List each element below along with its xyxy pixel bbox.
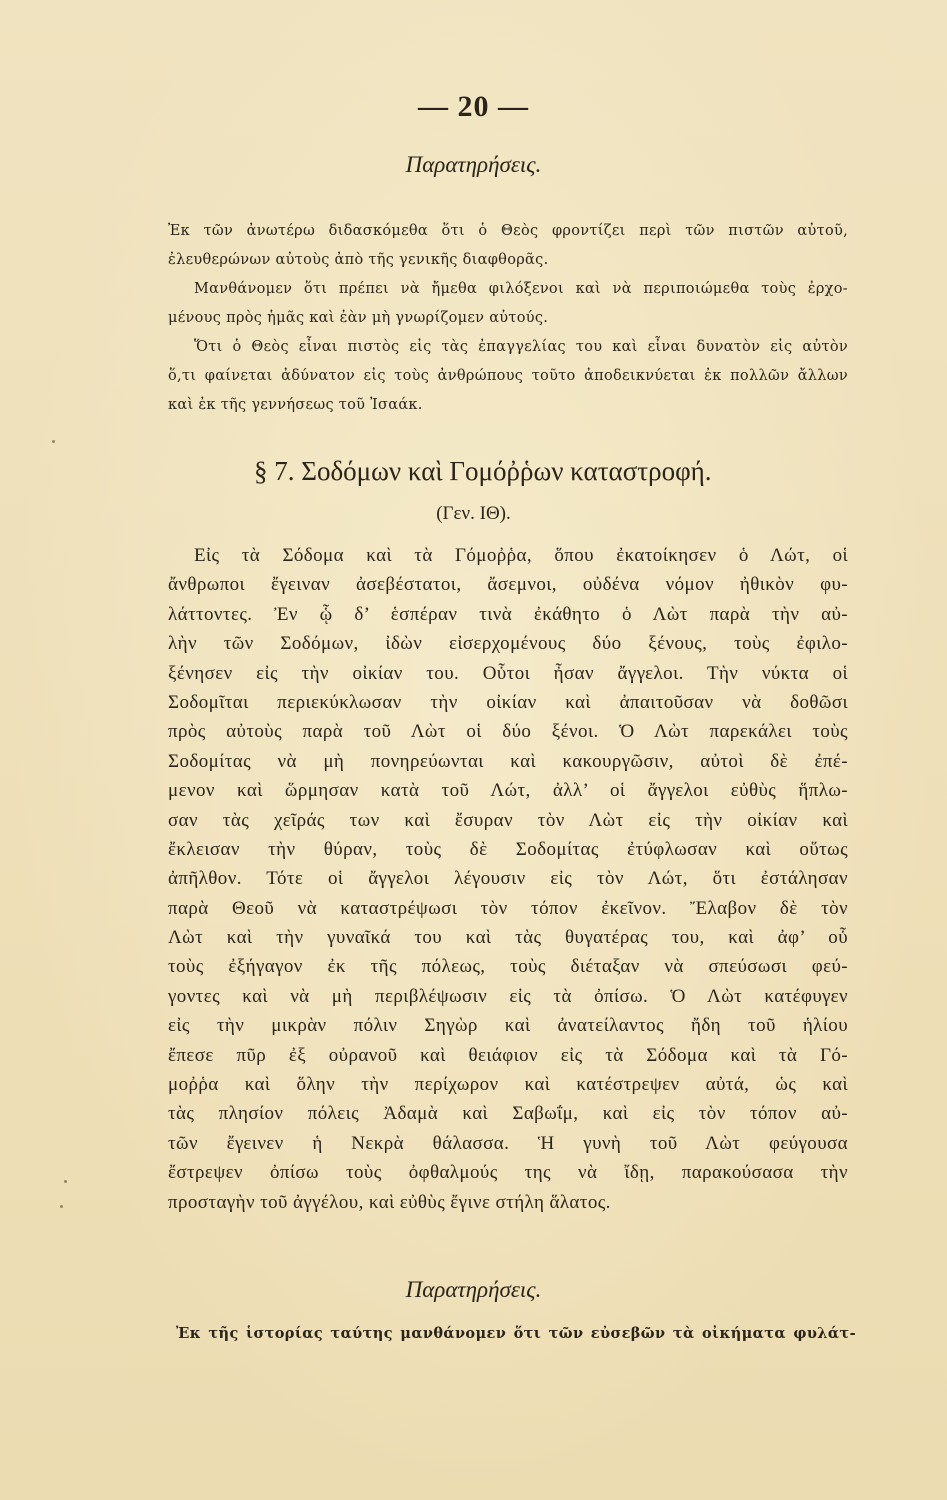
text-line: ἄνθρωποι ἔγειναν ἀσεβέστατοι, ἄσεμνοι, οὐδένα νόμον ἠθικὸν φυ- [168,574,848,596]
section-reference: (Γεν. ΙΘ). [436,503,511,524]
text-line: Σοδομῖται περιεκύκλωσαν τὴν οἰκίαν καὶ ἀπαιτοῦσαν νὰ δοθῶσι [168,691,848,713]
section-title: § 7. Σοδόμων καὶ Γομόῤῥων καταστροφή. [254,456,712,486]
text-line: καὶ ἐκ τῆς γεννήσεως τοῦ Ἰσαάκ. [168,397,423,413]
text-line: παρὰ Θεοῦ νὰ καταστρέψωσι τὸν τόπον ἐκεῖνον. Ἔλαβον δὲ τὸν [168,897,848,919]
text-line: τοὺς ἐξήγαγον ἐκ τῆς πόλεως, τοὺς διέταξαν νὰ σπεύσωσι φεύ- [168,956,848,978]
text-line: τὰς πλησίον πόλεις Ἀδαμὰ καὶ Σαβωΐμ, καὶ εἰς τὸν τόπον αὐ- [168,1103,848,1125]
text-line: μένους πρὸς ἡμᾶς καὶ ἐὰν μὴ γνωρίζομεν αὐτούς. [168,310,549,326]
observations-heading-2: Παρατηρήσεις. [405,1277,542,1302]
text-line: ἐλευθερώνων αὐτοὺς ἀπὸ τῆς γενικῆς διαφθορᾶς. [168,252,549,268]
text-line: πρὸς αὐτοὺς παρὰ τοῦ Λὼτ οἱ δύο ξένοι. Ὁ Λὼτ παρεκάλει τοὺς [168,721,848,743]
text-line: γοντες καὶ νὰ μὴ περιβλέψωσιν εἰς τὰ ὀπίσω. Ὁ Λὼτ κατέφυγεν [168,985,848,1007]
main-paragraph [168,541,848,1217]
page-number: — 20 — [418,90,529,123]
text-line: Εἰς τὰ Σόδομα καὶ τὰ Γόμοῤῥα, ὅπου ἐκατοίκησεν ὁ Λώτ, οἱ [194,545,848,566]
text-line: ξένησεν εἰς τὴν οἰκίαν του. Οὗτοι ἦσαν ἄγγελοι. Τὴν νύκτα οἱ [168,662,848,684]
ink-speck [60,1205,63,1208]
text-line: προσταγὴν τοῦ ἀγγέλου, καὶ εὐθὺς ἔγινε στήλη ἅλατος. [168,1191,611,1213]
text-line: ἔκλεισαν τὴν θύραν, τοὺς δὲ Σοδομίτας ἐτύφλωσαν καὶ οὕτως [168,838,848,860]
text-line: Λὼτ καὶ τὴν γυναῖκά του καὶ τὰς θυγατέρας του, καὶ ἀφ’ οὗ [168,927,848,949]
text-line: λάττοντες. Ἐν ᾧ δ’ ἑσπέραν τινὰ ἐκάθητο ὁ Λὼτ παρὰ τὴν αὐ- [168,603,848,625]
text-line: ἔπεσε πῦρ ἐξ οὐρανοῦ καὶ θειάφιον εἰς τὰ Σόδομα καὶ τὰ Γό- [168,1044,848,1066]
text-line: τῶν ἔγεινεν ἡ Νεκρὰ θάλασσα. Ἡ γυνὴ τοῦ Λὼτ φεύγουσα [168,1132,848,1154]
observations-line-2: Ἐκ τῆς ἱστορίας ταύτης μανθάνομεν ὅτι τῶν εὐσεβῶν τὰ οἰκήματα φυλάτ- [176,1325,856,1342]
ink-speck [52,440,55,443]
text-line: σαν τὰς χεῖράς των καὶ ἔσυραν τὸν Λὼτ εἰς τὴν οἰκίαν καὶ [168,809,848,831]
text-line: ἀπῆλθον. Τότε οἱ ἄγγελοι λέγουσιν εἰς τὸν Λώτ, ὅτι ἐστάλησαν [168,868,848,890]
ink-speck [64,1180,67,1183]
text-line: μενον καὶ ὥρμησαν κατὰ τοῦ Λώτ, ἀλλ’ οἱ ἄγγελοι εὐθὺς ἥπλω- [168,780,848,802]
text-line: Σοδομίτας νὰ μὴ πονηρεύωνται καὶ κακουργῶσιν, αὐτοὶ δὲ ἐπέ- [168,750,848,772]
text-line: Ἐκ τῶν ἀνωτέρω διδασκόμεθα ὅτι ὁ Θεὸς φροντίζει περὶ τῶν πιστῶν αὐτοῦ, [168,223,848,239]
observations-paragraph-1 [168,217,848,420]
text-line: μοῤῥα καὶ ὅλην τὴν περίχωρον καὶ κατέστρεψεν αὐτά, ὡς καὶ [168,1074,848,1096]
text-line: λὴν τῶν Σοδόμων, ἰδὼν εἰσερχομένους δύο ξένους, τοὺς ἐφιλο- [168,633,848,655]
observations-heading-1: Παρατηρήσεις. [405,152,542,177]
text-line: Ὅτι ὁ Θεὸς εἶναι πιστὸς εἰς τὰς ἐπαγγελίας του καὶ εἶναι δυνατὸν εἰς αὐτὸν [194,339,848,355]
text-line: ὅ,τι φαίνεται ἀδύνατον εἰς τοὺς ἀνθρώπους τοῦτο ἀποδεικνύεται ἐκ πολλῶν ἄλλων [168,368,848,384]
text-line: εἰς τὴν μικρὰν πόλιν Σηγὼρ καὶ ἀνατείλαντος ἤδη τοῦ ἡλίου [168,1015,848,1037]
text-line: ἔστρεψεν ὀπίσω τοὺς ὀφθαλμούς της νὰ ἴδῃ, παρακούσασα τὴν [168,1162,848,1184]
text-line: Μανθάνομεν ὅτι πρέπει νὰ ἤμεθα φιλόξενοι καὶ νὰ περιποιώμεθα τοὺς ἐρχο- [194,281,848,297]
